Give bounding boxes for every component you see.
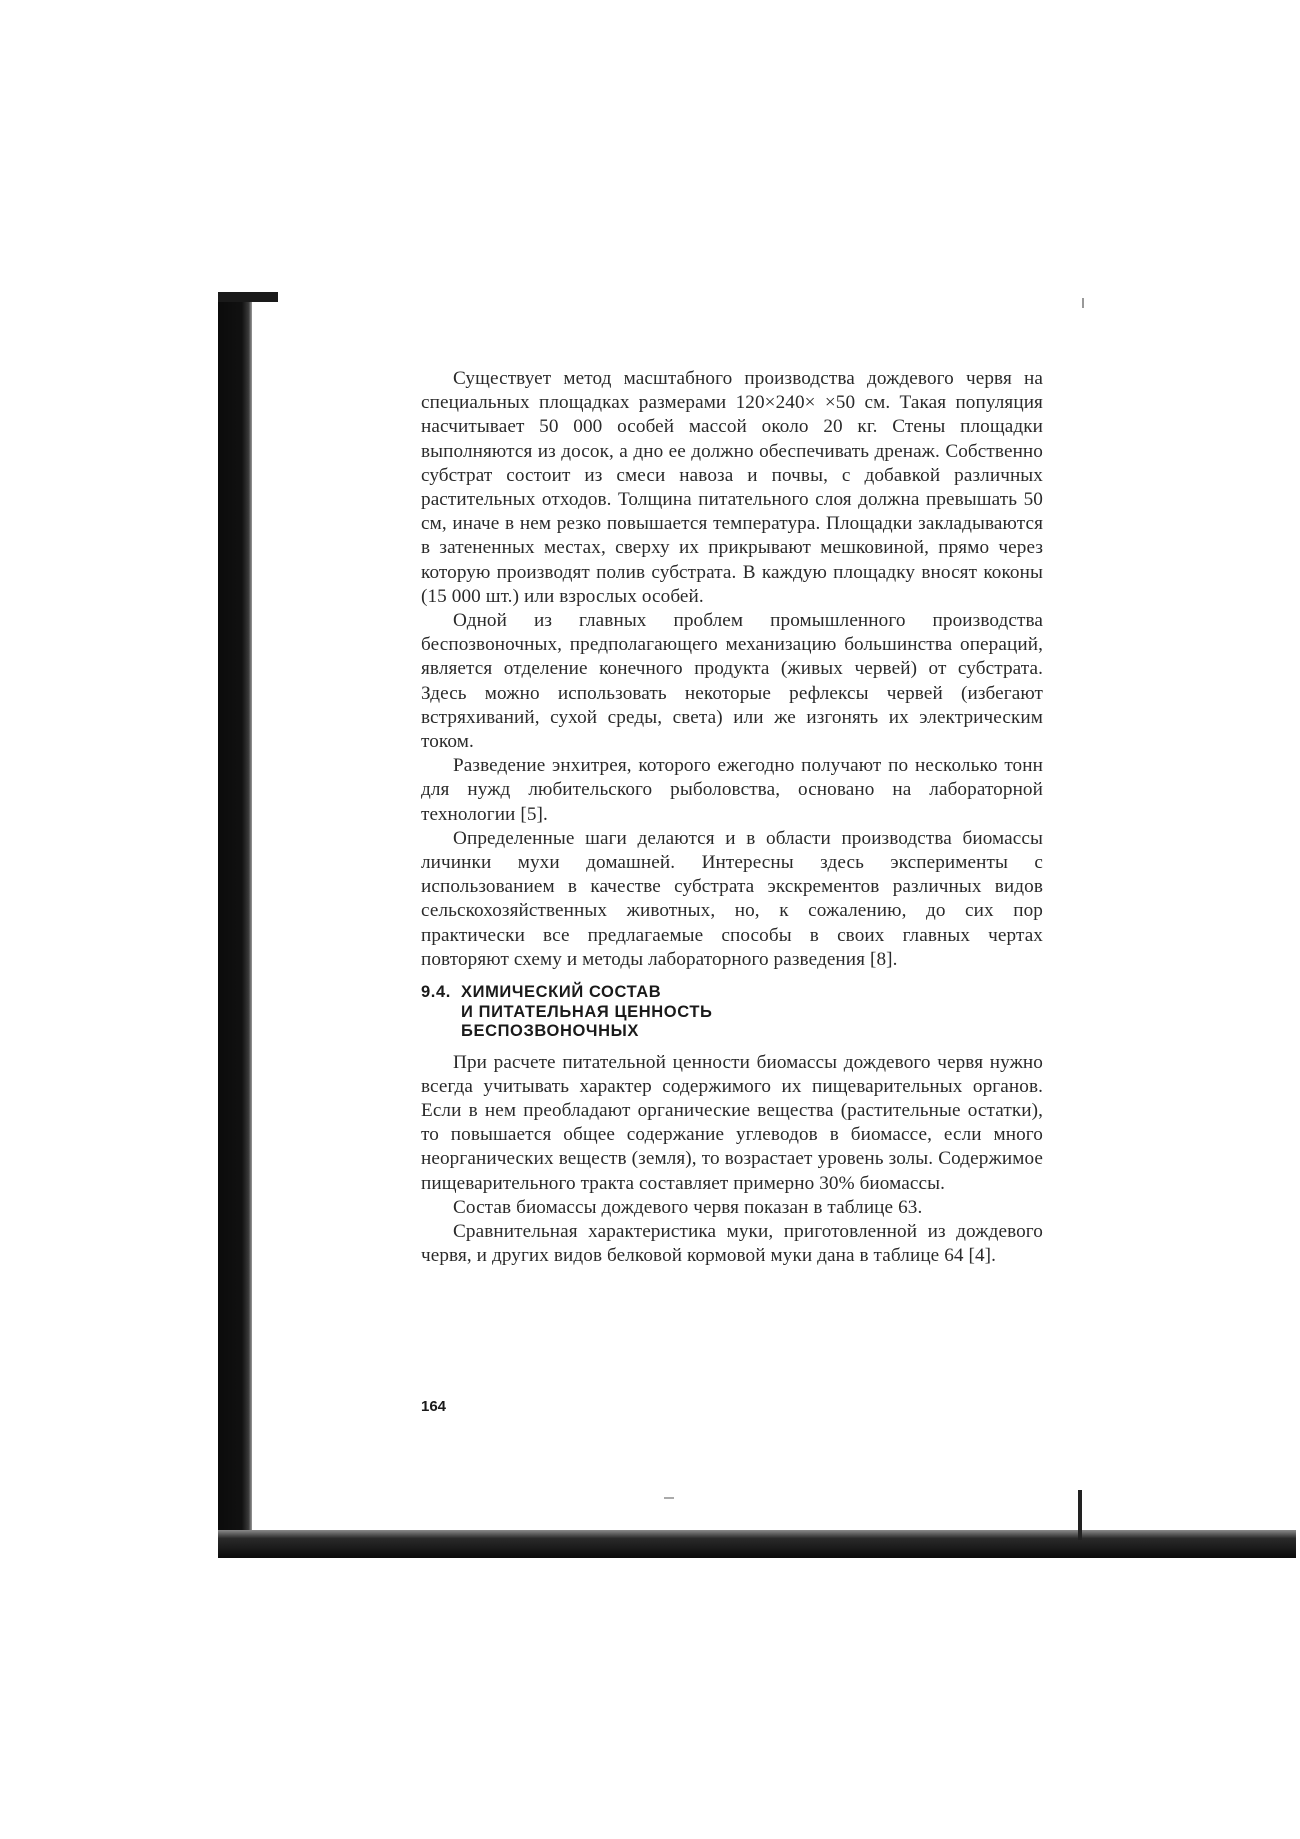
section-number: 9.4.	[421, 983, 451, 1002]
scan-shadow-left	[218, 292, 252, 1558]
scan-shadow-right	[1078, 1490, 1082, 1540]
paragraph: Одной из главных проблем промышленного производства беспозвоночных, предполагающего механизацию большинства операций, является отделение конечного продукта (живых червей) от субстрата. Здесь можно использовать некоторые рефлексы червей (избегают встряхиваний, сухой среды, света) или же изгонять их электрическим током.	[421, 610, 1043, 753]
paragraph: Состав биомассы дождевого червя показан в таблице 63.	[453, 1196, 923, 1218]
scan-shadow-top-corner	[218, 292, 278, 302]
paragraph: Разведение энхитрея, которого ежегодно получают по несколько тонн для нужд любительского рыболовства, основано на лабораторной технологии [5].	[421, 755, 1043, 825]
section-heading-line-1	[421, 983, 1043, 1003]
paragraph: Сравнительная характеристика муки, приготовленной из дождевого червя, и других видов белковой кормовой муки дана в таблице 64 [4].	[421, 1221, 1043, 1267]
scan-shadow-bottom	[218, 1530, 1296, 1558]
section-title-line: И ПИТАТЕЛЬНАЯ ЦЕННОСТЬ	[461, 1002, 713, 1021]
section-heading	[421, 983, 1043, 1042]
page-number: 164	[421, 1398, 447, 1415]
paragraph: Существует метод масштабного производства дождевого червя на специальных площадках размерами 120×240× ×50 см. Такая популяция насчитывает 50 000 особей массой около 20 кг. Стены площадки выполняются из досок, а дно ее должно обеспечивать дренаж. Собственно субстрат состоит из смеси навоза и почвы, с добавкой различных растительных отходов. Толщина питательного слоя должна превышать 50 см, иначе в нем резко повышается температура. Площадки закладываются в затененных местах, сверху их прикрывают мешковиной, прямо через которую производят полив субстрата. В каждую площадку вносят коконы (15 000 шт.) или взрослых особей.	[421, 368, 1043, 607]
section-title-line: ХИМИЧЕСКИЙ СОСТАВ	[461, 983, 662, 1002]
scan-speck	[664, 1497, 674, 1499]
section-title-line: БЕСПОЗВОНОЧНЫХ	[461, 1022, 639, 1041]
paragraph: Определенные шаги делаются и в области производства биомассы личинки мухи домашней. Интересны здесь эксперименты с использованием в качестве субстрата экскрементов различных видов сельскохозяйственных животных, но, к сожалению, до сих пор практически все предлагаемые способы в своих главных чертах повторяют схему и методы лабораторного разведения [8].	[421, 827, 1043, 970]
page-body	[421, 367, 1043, 1268]
scan-speck	[1082, 298, 1084, 308]
paragraph: При расчете питательной ценности биомассы дождевого червя нужно всегда учитывать характер содержимого их пищеварительных органов. Если в нем преобладают органические вещества (растительные остатки), то повышается общее содержание углеводов в биомассе, если много неорганических веществ (земля), то возрастает уровень золы. Содержимое пищеварительного тракта составляет примерно 30% биомассы.	[421, 1051, 1043, 1194]
